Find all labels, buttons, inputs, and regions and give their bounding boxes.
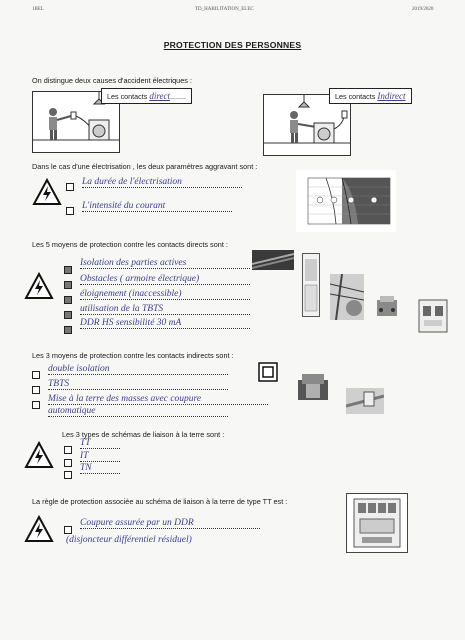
direct-answer-1: Isolation des parties actives [80,258,250,269]
differential-breaker-photo [346,493,408,553]
double-insulation-symbol [258,362,278,387]
power-line-photo [330,274,364,320]
param-answer-2: L'intensité du courant [82,201,232,212]
direct-answer-3: éloignement (inaccessible) [80,289,250,300]
schema-answer-3: TN [80,463,120,474]
danger-zone-graph [296,170,396,232]
indirect-text: Les 3 moyens de protection contre les contacts indirects sont : [32,351,234,360]
checkbox[interactable] [64,526,72,534]
params-text: Dans le cas d'une électrisation , les deux paramètres aggravant sont : [32,162,258,171]
header-center: TD_HABILITATION_ELEC [195,7,254,12]
checkbox[interactable] [64,296,72,304]
transformer-photo [374,296,400,320]
checkbox[interactable] [64,326,72,334]
tt-answer-1: Coupure assurée par un DDR [80,518,260,529]
electrical-cabinet-photo [302,253,320,317]
indirect-contact-answer: Indirect [377,91,406,101]
direct-contact-dots: ........ [170,92,187,101]
earthing-photo [346,388,384,414]
direct-answer-2: Obstacles ( armoire électrique) [80,274,250,285]
tt-answer-2: (disjoncteur différentiel résiduel) [66,535,192,545]
ddr-breaker-photo [418,296,448,336]
schemas-text: Les 3 types de schémas de liaison à la terre sont : [62,430,225,439]
tt-text: La règle de protection associée au schéma de liaison à la terre de type TT est : [32,497,288,506]
direct-contact-text: Les contacts [107,92,148,101]
checkbox[interactable] [64,471,72,479]
schema-answer-1: TT [80,438,120,449]
indirect-answer-2: TBTS [48,379,228,390]
schema-answer-2: IT [80,451,120,462]
checkbox[interactable] [66,207,74,215]
safety-transformer-photo [296,372,330,404]
intro-text: On distingue deux causes d'accident électriques : [32,76,192,85]
warning-icon [24,272,54,305]
direct-contact-label [101,88,192,104]
checkbox[interactable] [66,183,74,191]
checkbox[interactable] [64,459,72,467]
direct-text: Les 5 moyens de protection contre les contacts directs sont : [32,240,228,249]
indirect-answer-3-cont: automatique [48,406,228,417]
direct-answer-4: utilisation de la TBTS [80,304,250,315]
warning-icon [32,178,62,211]
checkbox[interactable] [32,371,40,379]
param-answer-1: La durée de l'électrisation [82,177,242,188]
cable-photo [252,250,294,270]
checkbox[interactable] [64,266,72,274]
checkbox[interactable] [64,311,72,319]
indirect-answer-3: Mise à la terre des masses avec coupure [48,394,268,405]
warning-icon [24,441,54,474]
header-left: 1BEL [32,7,44,12]
indirect-contact-text: Les contacts [335,92,376,101]
direct-answer-5: DDR HS sensibilité 30 mA [80,318,250,329]
direct-contact-answer: direct [149,91,171,101]
indirect-answer-1: double isolation [48,364,228,375]
checkbox[interactable] [64,281,72,289]
checkbox[interactable] [32,386,40,394]
header-right: 2019/2020 [412,7,434,12]
warning-icon [24,515,54,548]
checkbox[interactable] [64,446,72,454]
page-title: PROTECTION DES PERSONNES [163,40,302,50]
indirect-contact-label [329,88,412,104]
checkbox[interactable] [32,401,40,409]
